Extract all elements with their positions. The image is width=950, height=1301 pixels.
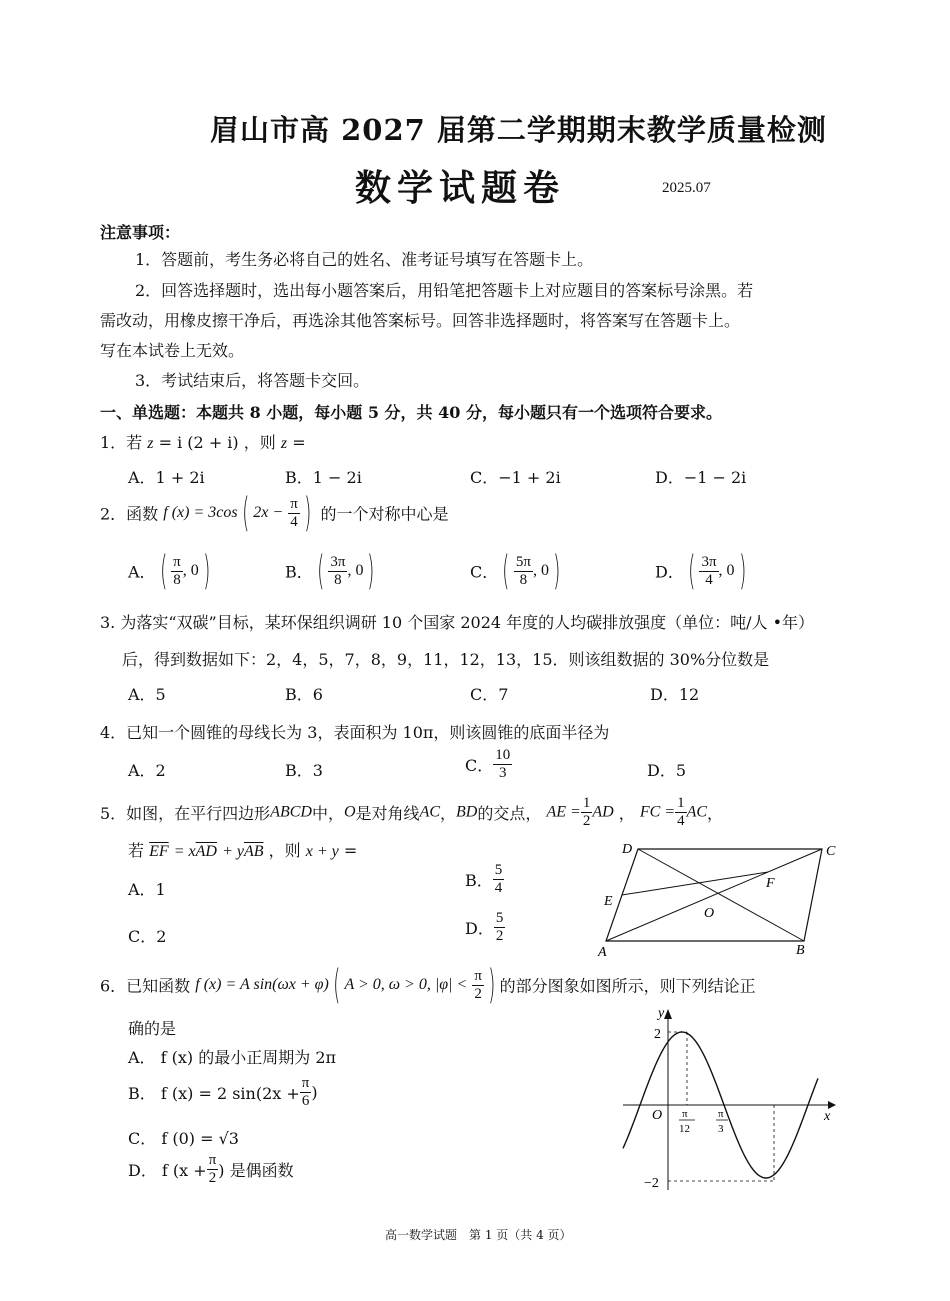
question-3-option-d: D．12	[650, 685, 700, 704]
point-label-o: O	[704, 906, 715, 921]
x-tick-2-num: π	[718, 1108, 724, 1120]
question-2-option-d: D． ( $\frac{3\pi}{4}$ , 0 )	[655, 548, 746, 594]
notes-heading: 注意事项：	[100, 223, 181, 242]
page-footer: 高一数学试题 第 1 页（共 4 页）	[385, 1228, 572, 1242]
note-item-2-line-1: 2．回答选择题时，选出每小题答案后，用铅笔把答题卡上对应题目的答案标号涂黑。若	[135, 281, 754, 300]
question-4-option-b: B．3	[285, 761, 323, 780]
question-6-stem: 6．已知函数 f (x) = A sin(ωx + φ) ( A > 0, ω > 0, |φ| < $\frac{\pi}{2}$ ) 的部分图象如图所示，则下列结论正	[100, 962, 756, 1008]
question-3-option-b: B．6	[285, 685, 323, 704]
question-2-option-b: B． ( $\frac{3\pi}{8}$ , 0 )	[285, 548, 375, 594]
question-2-stem: 2．函数 f (x) = 3cos ( 2x − $\frac{\pi}{4}$ ) 的一个对称中心是	[100, 490, 449, 536]
question-5-option-a: A．1	[128, 880, 166, 899]
question-1-stem: 1．若 z = i (2 + i) ，则 z =	[100, 433, 306, 452]
diagonal-bd	[638, 849, 804, 941]
exam-title: 眉山市高 2027 届第二学期期末教学质量检测	[210, 113, 827, 147]
question-2-option-a: A． ( $\frac{\pi}{8}$ , 0 )	[128, 548, 211, 594]
y-tick-min: −2	[644, 1176, 659, 1191]
x-axis-arrow	[828, 1101, 836, 1109]
note-item-2-line-3: 写在本试卷上无效。	[100, 341, 245, 360]
question-5-option-d: D． $\frac{5}{2}$	[465, 910, 504, 944]
question-6-line-2: 确的是	[128, 1019, 177, 1038]
question-2-option-c: C． ( $\frac{5\pi}{8}$ , 0 )	[470, 548, 561, 594]
question-1-option-c: C．−1 + 2i	[470, 468, 561, 487]
question-3-line-1: 3. 为落实“双碳”目标，某环保组织调研 10 个国家 2024 年度的人均碳排放强度（单位：吨/人 •年）	[100, 613, 815, 632]
question-6-option-d: D． f (x + $\frac{\pi}{2}$ ) 是偶函数	[128, 1152, 294, 1186]
question-3-option-c: C．7	[470, 685, 509, 704]
question-1-option-d: D．−1 − 2i	[655, 468, 747, 487]
question-5-stem: 5．如图，在平行四边形ABCD中，O是对角线AC，BD的交点， AE = $\frac{1}{2}$ AD ， FC = $\frac{1}{4}$ AC，	[100, 795, 724, 829]
question-5-option-c: C．2	[128, 927, 167, 946]
parallelogram-figure	[590, 835, 850, 960]
question-3-line-2: 后，得到数据如下：2，4，5，7，8，9，11，12，13，15．则该组数据的 30%分位数是	[122, 650, 770, 669]
question-3-option-a: A．5	[128, 685, 166, 704]
section-1-heading: 一、单选题：本题共 8 小题，每小题 5 分，共 40 分，每小题只有一个选项符合要求。	[100, 403, 722, 422]
question-4-option-c: C． $\frac{10}{3}$	[465, 747, 511, 781]
point-label-b: B	[796, 943, 805, 958]
question-4-option-d: D．5	[647, 761, 687, 780]
question-1-option-b: B．1 − 2i	[285, 468, 362, 487]
x-tick-1-num: π	[682, 1108, 688, 1120]
question-1-option-a: A．1 + 2i	[128, 468, 205, 487]
point-label-d: D	[622, 842, 633, 857]
question-4-option-a: A．2	[128, 761, 166, 780]
x-tick-1-den: 12	[679, 1123, 690, 1135]
point-label-c: C	[826, 844, 836, 859]
origin-label: O	[652, 1108, 663, 1123]
note-item-1: 1．答题前，考生务必将自己的姓名、准考证号填写在答题卡上。	[135, 250, 594, 269]
point-label-f: F	[766, 876, 775, 891]
point-label-e: E	[604, 894, 613, 909]
segment-ef	[622, 872, 768, 895]
x-tick-2-den: 3	[718, 1123, 724, 1135]
exam-date: 2025.07	[662, 180, 711, 196]
question-5-option-b: B． $\frac{5}{4}$	[465, 862, 503, 896]
y-axis-arrow	[664, 1009, 672, 1019]
note-item-2-line-2: 需改动，用橡皮擦干净后，再选涂其他答案标号。回答非选择题时，将答案写在答题卡上。	[100, 311, 741, 330]
question-6-option-a: A． f (x) 的最小正周期为 2π	[128, 1048, 337, 1067]
y-tick-max: 2	[654, 1027, 661, 1042]
question-6-option-c: C． f (0) = √3	[128, 1129, 239, 1148]
x-axis-label: x	[824, 1109, 831, 1124]
question-5-line-2: 若 $\overline{EF} = x\overline{AD} + y\overline{AB}$ ，则 x + y =	[128, 841, 358, 860]
sine-graph-figure	[618, 1005, 840, 1195]
question-6-option-b: B． f (x) = 2 sin(2x + $\frac{\pi}{6}$ )	[128, 1075, 318, 1109]
exam-subtitle: 数学试题卷	[355, 167, 566, 209]
diagonal-ac	[606, 849, 822, 941]
point-label-a: A	[598, 945, 607, 960]
y-axis-label: y	[658, 1006, 665, 1021]
note-item-3: 3．考试结束后，将答题卡交回。	[135, 371, 370, 390]
question-4-stem: 4．已知一个圆锥的母线长为 3，表面积为 10π，则该圆锥的底面半径为	[100, 723, 610, 742]
